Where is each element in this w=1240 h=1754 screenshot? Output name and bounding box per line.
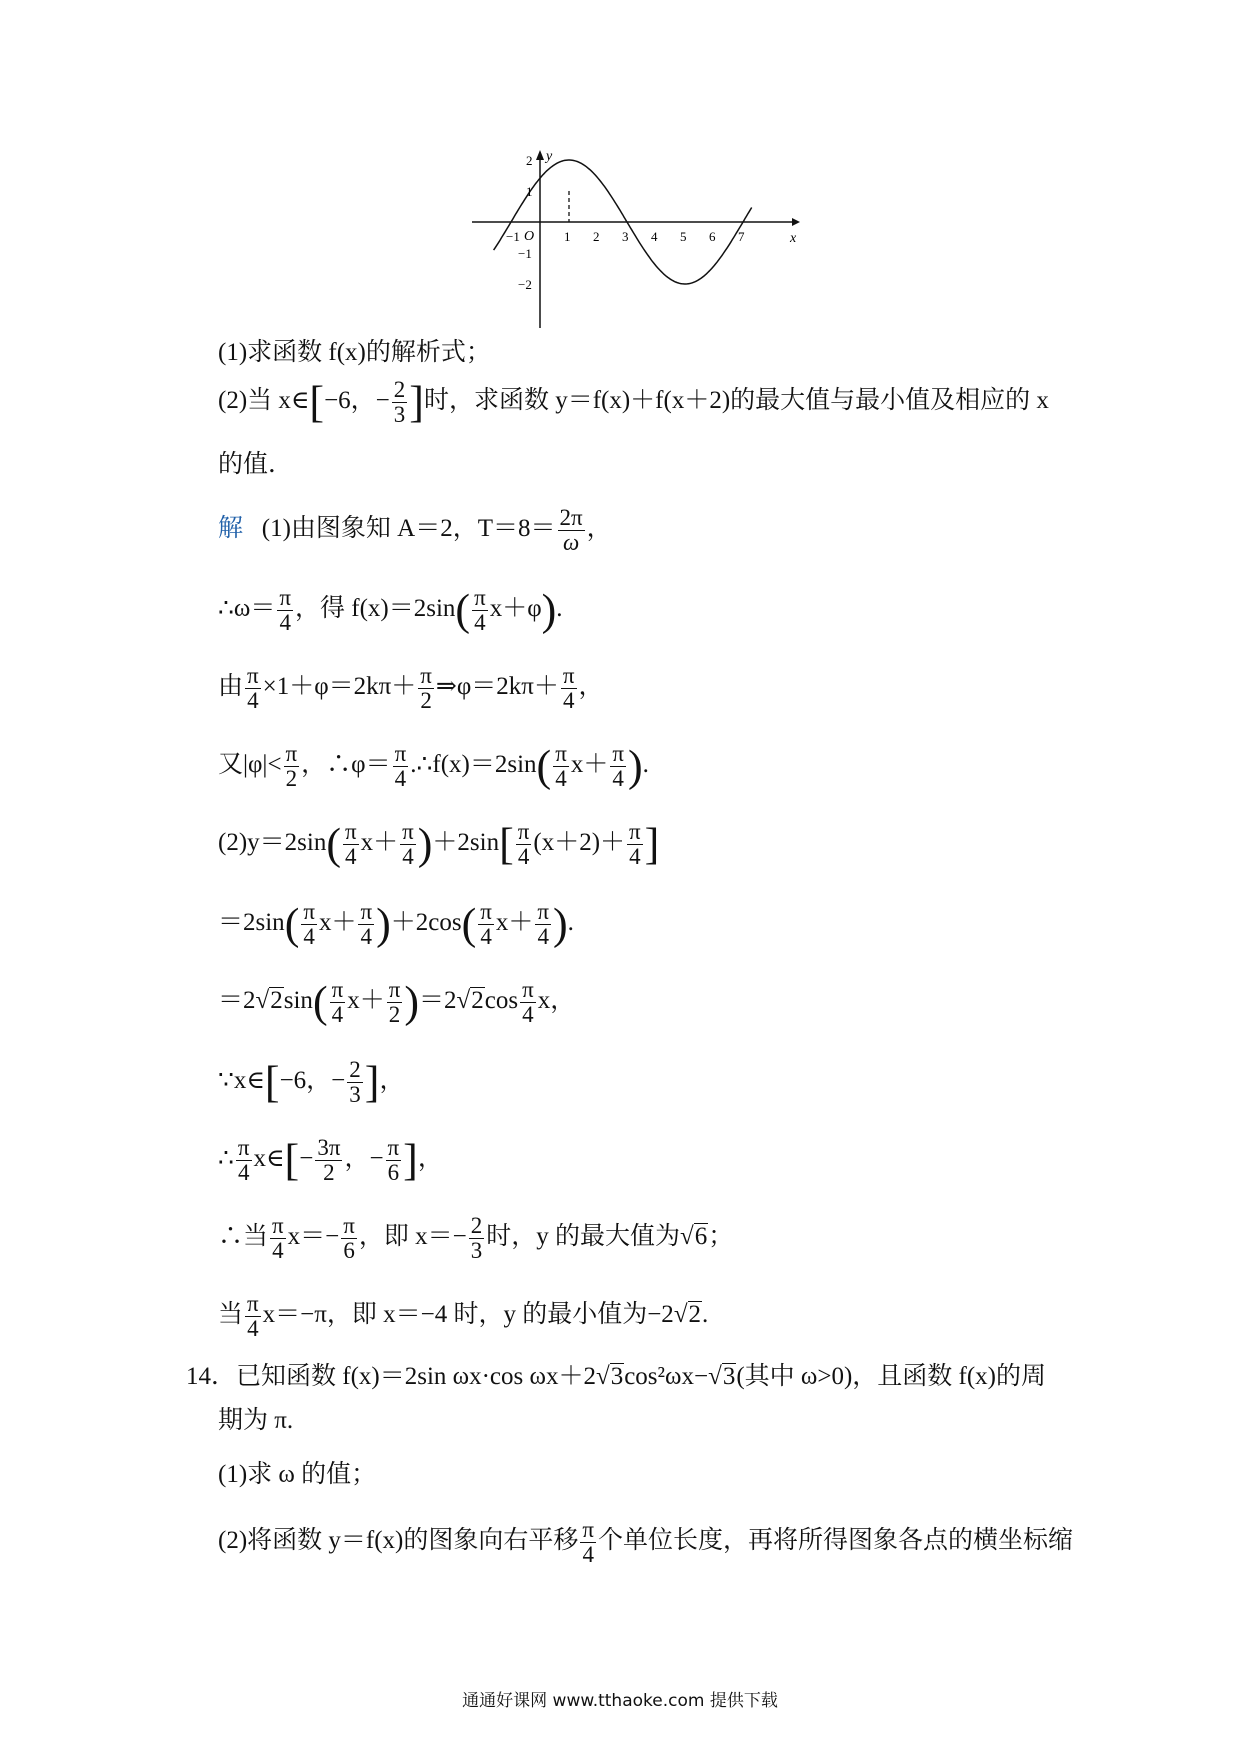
solution-line-1: 解 (1)由图象知 A＝2，T＝8＝ $\frac{2\pi}{\omega}$ ， — [218, 505, 612, 555]
solution-line-2: ∴ω＝ $\frac{\pi}{4}$ ，得 f(x)＝2sin( $\frac{\pi}{4}$ x＋φ). — [218, 585, 563, 635]
y-tick-label: 1 — [526, 184, 533, 199]
y-tick-label: 2 — [526, 153, 533, 168]
solution-line-6: ＝2sin( $\frac{\pi}{4}$ x＋ $\frac{\pi}{4}$ )＋2cos( $\frac{\pi}{4}$ x＋ $\frac{\pi}{4}$ ). — [218, 899, 574, 949]
solution-line-8: ∵x∈[−6，− $\frac{2}{3}$ ]， — [218, 1057, 405, 1107]
sine-graph — [472, 150, 802, 330]
solution-line-7: ＝2√2sin( $\frac{\pi}{4}$ x＋ $\frac{\pi}{2}$ )＝2√2cos $\frac{\pi}{4}$ x， — [218, 977, 576, 1027]
solution-line-10: ∴当 $\frac{\pi}{4}$ x＝− $\frac{\pi}{6}$ ，即 x＝− $\frac{2}{3}$ 时，y 的最大值为√6； — [218, 1213, 734, 1263]
y-tick-label: −2 — [518, 277, 532, 292]
problem-14-q2: (2)将函数 y＝f(x)的图象向右平移 $\frac{\pi}{4}$ 个单位长度，再将所得图象各点的横坐标缩 — [218, 1517, 1074, 1567]
x-axis-label: x — [790, 231, 797, 246]
question-1: (1)求函数 f(x)的解析式； — [218, 339, 491, 366]
x-tick-label: 5 — [680, 229, 687, 244]
x-tick-label: 1 — [564, 229, 571, 244]
problem-14-q1: (1)求 ω 的值； — [218, 1461, 377, 1488]
x-tick-label: 3 — [622, 229, 629, 244]
y-axis-arrow — [536, 150, 544, 160]
x-tick-label: 7 — [738, 229, 745, 244]
solution-line-11: 当 $\frac{\pi}{4}$ x＝−π，即 x＝−4 时，y 的最小值为−2√2. — [218, 1291, 709, 1341]
x-tick-labels — [506, 229, 745, 244]
origin-label: O — [524, 229, 535, 244]
question-2-cont: 的值． — [218, 451, 294, 478]
x-tick-label: −1 — [506, 229, 520, 244]
x-tick-label: 6 — [709, 229, 716, 244]
solution-line-3: 由 $\frac{\pi}{4}$ ×1＋φ＝2kπ＋ $\frac{\pi}{2}$ ⇒φ＝2kπ＋ $\frac{\pi}{4}$ ， — [218, 663, 604, 713]
x-tick-label: 4 — [651, 229, 658, 244]
problem-14: 14．已知函数 f(x)＝2sin ωx·cos ωx＋2√3cos²ωx−√3(其中 ω>0)，且函数 f(x)的周 — [186, 1363, 1046, 1390]
footer: 通通好课网 www.tthaoke.com 提供下载 — [462, 1691, 778, 1711]
solution-line-9: ∴ $\frac{\pi}{4}$ x∈[− $\frac{3\pi}{2}$ ，− $\frac{\pi}{6}$ ]， — [218, 1135, 443, 1185]
solution-label: 解 — [218, 513, 244, 543]
x-tick-label: 2 — [593, 229, 600, 244]
problem-14-cont: 期为 π. — [218, 1407, 294, 1434]
x-axis-arrow — [792, 218, 800, 226]
question-2: (2)当 x∈[−6，− $\frac{2}{3}$ ]时，求函数 y＝f(x)＋f(x＋2)的最大值与最小值及相应的 x — [218, 377, 1049, 427]
y-axis-label: y — [546, 150, 553, 164]
y-tick-label: −1 — [518, 246, 532, 261]
solution-line-4: 又|φ|< $\frac{\pi}{2}$ ，∴φ＝ $\frac{\pi}{4}$ .∴f(x)＝2sin( $\frac{\pi}{4}$ x＋ $\frac{\pi}{4}$ ). — [218, 741, 649, 791]
solution-line-5: (2)y＝2sin( $\frac{\pi}{4}$ x＋ $\frac{\pi}{4}$ )＋2sin[ $\frac{\pi}{4}$ (x＋2)＋ $\frac{\pi}{4}$ ] — [218, 819, 660, 869]
